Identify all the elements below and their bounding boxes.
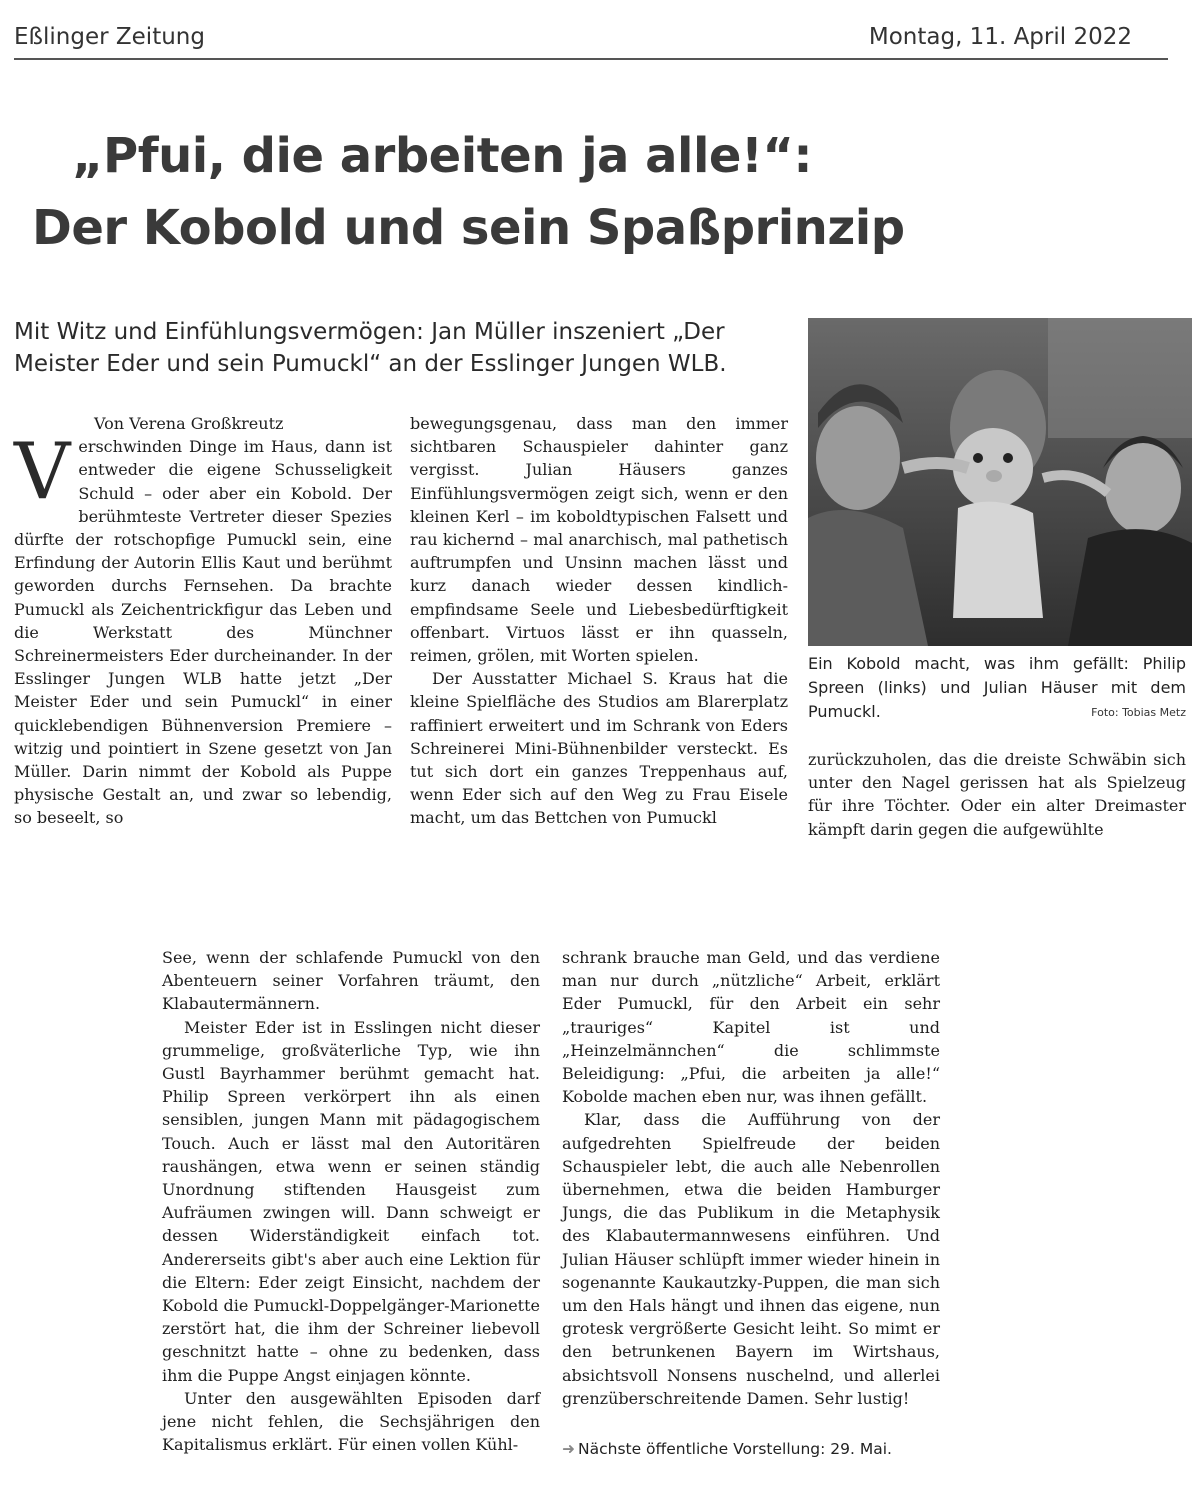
article-column-3	[808, 748, 1186, 841]
paragraph: See, wenn der schlafende Pumuckl von den Abenteuern seiner Vorfahren träumt, den Klabautermännern.	[162, 948, 540, 1014]
subheadline: Mit Witz und Einfühlungsvermögen: Jan Müller inszeniert „Der Meister Eder und sein Pumuckl“ an der Esslinger Jungen WLB.	[14, 319, 727, 377]
photo-kobold-puppet-scene	[808, 318, 1192, 646]
issue-date: Montag, 11. April 2022	[868, 24, 1132, 50]
masthead-rule	[14, 58, 1168, 60]
headline-line-1: „Pfui, die arbeiten ja alle!“:	[72, 128, 813, 184]
byline: Von Verena Großkreutz	[94, 414, 284, 433]
newspaper-name: Eßlinger Zeitung	[14, 24, 205, 50]
paragraph: schrank brauche man Geld, und das verdiene man nur durch „nützliche“ Arbeit, erklärt Eder Pumuckl, für den Arbeit ein sehr „trauriges“ Kapitel ist und „Heinzelmännchen“ die schlimmste Beleidigung: „Pfui, die arbeiten ja alle!“ Kobolde machen eben nur, was ihnen gefällt.	[562, 948, 940, 1107]
performance-note	[562, 1440, 892, 1458]
paragraph: Meister Eder ist in Esslingen nicht dieser grummelige, großväterliche Typ, wie ihn Gustl Bayrhammer berühmt gemacht hat. Philip Spreen verkörpert ihn als einen sensiblen, jungen Mann mit pädagogischem Touch. Auch er lässt mal den Autoritären raushängen, etwa wenn er seinen ständig Unordnung stiftenden Hausgeist zum Aufräumen zwingen will. Dann schweigt er dessen Widerständigkeit einfach tot. Andererseits gibt's aber auch eine Lektion für die Eltern: Eder zeigt Einsicht, nachdem der Kobold die Pumuckl-Doppelgänger-Marionette zerstört hat, die ihm der Schreiner liebevoll geschnitzt hatte – ohne zu bedenken, dass ihm die Puppe Angst einjagen könnte.	[162, 1017, 540, 1385]
photo-caption: Ein Kobold macht, was ihm gefällt: Philip Spreen (links) und Julian Häuser mit dem Pumuckl.	[808, 654, 1186, 721]
paragraph: Klar, dass die Aufführung von der aufgedrehten Spielfreude der beiden Schauspieler lebt, die auch alle Nebenrollen übernehmen, etwa die beiden Hamburger Jungs, die das Publikum in die Metaphysik des Klabautermannwesens einführen. Und Julian Häuser schlüpft immer wieder hinein in sogenannte Kaukautzky-Puppen, die man sich um den Hals hängt und ihnen das eigene, nun grotesk vergrößerte Gesicht leiht. So mimt er den betrunkenen Bayern im Wirtshaus, absichtsvoll Nonsens nuschelnd, und allerlei grenzüberschreitende Damen. Sehr lustig!	[562, 1110, 940, 1408]
paragraph: zurückzuholen, das die dreiste Schwäbin sich unter den Nagel gerissen hat als Spielzeug für ihre Töchter. Oder ein alter Dreimaster kämpft darin gegen die aufgewühlte	[808, 750, 1186, 839]
headline	[32, 120, 1172, 264]
paragraph: bewegungsgenau, dass man den immer sichtbaren Schauspieler dahinter ganz vergisst. Julian Häusers ganzes Einfühlungsvermögen zeigt sich, wenn er den kleinen Kerl – im koboldtypischen Falsett und rau kichernd – mal anarchisch, mal pathetisch auftrumpfen und Unsinn machen lässt und kurz danach wieder dessen kindlich-empfindsame Seele und Liebesbedürftigkeit offenbart. Virtuos lässt er ihn quasseln, reimen, grölen, mit Worten spielen.	[410, 414, 788, 666]
arrow-right-icon: ➜	[562, 1440, 575, 1458]
paragraph: Der Ausstatter Michael S. Kraus hat die kleine Spielfläche des Studios am Blarerplatz raffiniert erweitert und im Schrank von Eders Schreinerei Mini-Bühnenbilder versteckt. Es tut sich dort ein ganzes Treppenhaus auf, wenn Eder sich auf den Weg zu Frau Eisele macht, um das Bettchen von Pumuckl	[410, 669, 788, 828]
paragraph: Unter den ausgewählten Episoden darf jene nicht fehlen, die Sechsjährigen den Kapitalismus erklärt. Für einen vollen Kühl-	[162, 1388, 540, 1455]
article-column-2	[410, 412, 788, 830]
article-column-5	[562, 946, 940, 1410]
headline-line-2: Der Kobold und sein Spaßprinzip	[32, 200, 905, 256]
article-column-4	[162, 946, 540, 1456]
photo-credit: Foto: Tobias Metz	[1091, 706, 1186, 719]
performance-note-text: Nächste öffentliche Vorstellung: 29. Mai.	[578, 1440, 892, 1458]
paragraph-text: erschwinden Dinge im Haus, dann ist entweder die eigene Schusseligkeit Schuld – oder aber ein Kobold. Der berühmteste Vertreter dieser Spezies dürfte der rotschopfige Pumuckl sein, eine Erfindung der Autorin Ellis Kaut und berühmt geworden durchs Fernsehen. Da brachte Pumuckl als Zeichentrickfigur das Leben und die Werkstatt des Münchner Schreinermeisters Eder durcheinander. In der Esslinger Jungen WLB hatte jetzt „Der Meister Eder und sein Pumuckl“ in einer quicklebendigen Bühnenversion Premiere – witzig und pointiert in Szene gesetzt von Jan Müller. Darin nimmt der Kobold als Puppe physische Gestalt an, und zwar so lebendig, so beseelt, so	[14, 437, 392, 828]
article-column-1	[14, 412, 392, 830]
drop-cap: V	[14, 427, 71, 518]
paragraph	[14, 427, 392, 829]
article-photo	[808, 318, 1192, 646]
